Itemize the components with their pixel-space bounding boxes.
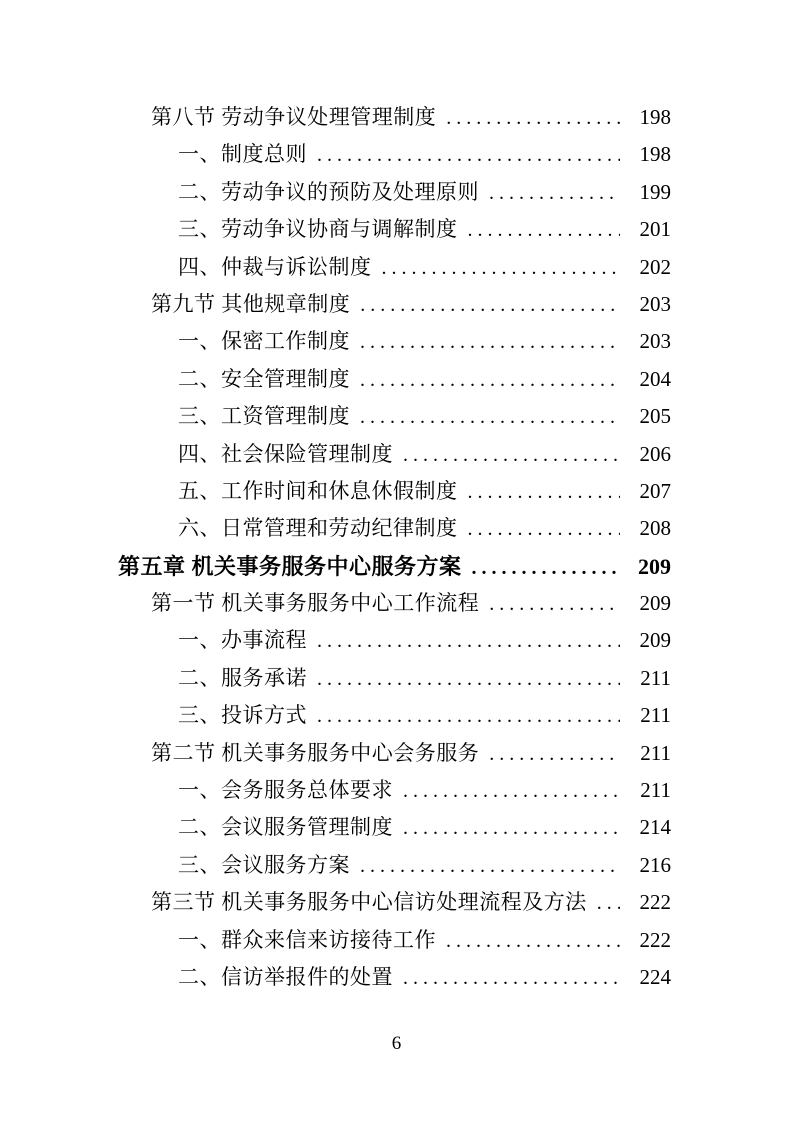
toc-entry-title: 二、劳动争议的预防及处理原则 — [178, 179, 479, 204]
toc-entry-title: 三、投诉方式 — [178, 703, 307, 728]
dot-leader — [360, 286, 620, 324]
toc-entry-page: 203 — [639, 329, 671, 354]
toc-entry-page: 211 — [640, 703, 671, 728]
toc-entry-page: 224 — [639, 964, 671, 989]
table-of-contents — [118, 99, 671, 996]
toc-entry-page: 211 — [640, 740, 671, 765]
toc-entry-title: 二、安全管理制度 — [178, 366, 350, 391]
toc-entry-page: 202 — [639, 254, 671, 279]
toc-entry-title: 二、会议服务管理制度 — [178, 815, 393, 840]
toc-entry — [118, 99, 671, 136]
toc-entry-title: 三、劳动争议协商与调解制度 — [178, 217, 458, 242]
toc-entry-title: 一、制度总则 — [178, 142, 307, 167]
toc-entry-page: 209 — [639, 628, 671, 653]
toc-entry — [118, 249, 671, 286]
toc-entry — [118, 510, 671, 547]
page-number-footer: 6 — [391, 1033, 402, 1054]
toc-entry — [118, 286, 671, 323]
dot-leader — [489, 174, 620, 212]
toc-entry-title: 二、信访举报件的处置 — [178, 964, 393, 989]
toc-entry-title: 三、工资管理制度 — [178, 404, 350, 429]
dot-leader — [317, 622, 620, 660]
toc-entry-page: 203 — [639, 291, 671, 316]
toc-entry — [118, 136, 671, 173]
toc-entry-page: 216 — [639, 852, 671, 877]
toc-entry — [118, 884, 671, 921]
dot-leader — [360, 323, 620, 361]
dot-leader — [489, 585, 620, 623]
dot-leader — [317, 697, 620, 735]
toc-entry-page: 208 — [639, 516, 671, 541]
toc-entry — [118, 697, 671, 734]
dot-leader — [360, 361, 620, 399]
toc-entry — [118, 660, 671, 697]
toc-entry-page: 222 — [639, 927, 671, 952]
toc-entry-page: 205 — [639, 404, 671, 429]
toc-entry — [118, 398, 671, 435]
toc-entry-title: 二、服务承诺 — [178, 665, 307, 690]
toc-entry-page: 198 — [639, 142, 671, 167]
dot-leader — [468, 473, 621, 511]
toc-entry-page: 204 — [639, 366, 671, 391]
toc-entry-title: 五、工作时间和休息休假制度 — [178, 478, 458, 503]
toc-entry — [118, 622, 671, 659]
toc-entry-page: 222 — [639, 890, 671, 915]
toc-entry — [118, 361, 671, 398]
toc-entry-page: 214 — [639, 815, 671, 840]
dot-leader — [403, 436, 620, 474]
toc-entry-page: 209 — [639, 591, 671, 616]
toc-entry — [118, 473, 671, 510]
toc-entry-title: 一、会务服务总体要求 — [178, 778, 393, 803]
toc-entry-title: 第二节 机关事务服务中心会务服务 — [151, 740, 480, 765]
dot-leader — [472, 548, 620, 587]
toc-entry-title: 一、保密工作制度 — [178, 329, 350, 354]
toc-entry — [118, 735, 671, 772]
toc-entry — [118, 585, 671, 622]
toc-entry — [118, 211, 671, 248]
dot-leader — [360, 847, 620, 885]
toc-entry-page: 207 — [639, 478, 671, 503]
toc-entry-page: 198 — [639, 105, 671, 129]
toc-entry-chapter — [118, 548, 671, 585]
toc-entry-page: 201 — [639, 217, 671, 242]
toc-entry — [118, 809, 671, 846]
toc-entry-title: 一、群众来信来访接待工作 — [178, 927, 436, 952]
dot-leader — [446, 99, 620, 137]
toc-entry-page: 209 — [638, 553, 671, 579]
toc-entry-title: 第三节 机关事务服务中心信访处理流程及方法 — [151, 890, 587, 915]
dot-leader — [317, 136, 620, 174]
dot-leader — [468, 211, 621, 249]
toc-entry — [118, 436, 671, 473]
toc-entry-title: 第八节 劳动争议处理管理制度 — [151, 105, 437, 129]
toc-entry — [118, 323, 671, 360]
dot-leader — [403, 772, 620, 810]
toc-entry — [118, 174, 671, 211]
dot-leader — [489, 735, 620, 773]
toc-entry-title: 六、日常管理和劳动纪律制度 — [178, 516, 458, 541]
dot-leader — [597, 884, 620, 922]
toc-entry-title: 三、会议服务方案 — [178, 852, 350, 877]
dot-leader — [382, 249, 621, 287]
toc-entry-title: 第五章 机关事务服务中心服务方案 — [118, 553, 462, 579]
toc-entry — [118, 959, 671, 996]
dot-leader — [446, 922, 620, 960]
dot-leader — [403, 809, 620, 847]
toc-entry-page: 199 — [639, 179, 671, 204]
dot-leader — [317, 660, 620, 698]
toc-entry-title: 四、仲裁与诉讼制度 — [178, 254, 372, 279]
toc-entry-title: 四、社会保险管理制度 — [178, 441, 393, 466]
dot-leader — [360, 398, 620, 436]
toc-entry-title: 一、办事流程 — [178, 628, 307, 653]
toc-entry-title: 第一节 机关事务服务中心工作流程 — [151, 591, 480, 616]
toc-entry-title: 第九节 其他规章制度 — [151, 291, 351, 316]
toc-entry — [118, 847, 671, 884]
dot-leader — [468, 510, 621, 548]
toc-entry-page: 206 — [639, 441, 671, 466]
toc-entry — [118, 922, 671, 959]
dot-leader — [403, 959, 620, 997]
toc-entry-page: 211 — [640, 665, 671, 690]
toc-entry-page: 211 — [640, 778, 671, 803]
toc-entry — [118, 772, 671, 809]
